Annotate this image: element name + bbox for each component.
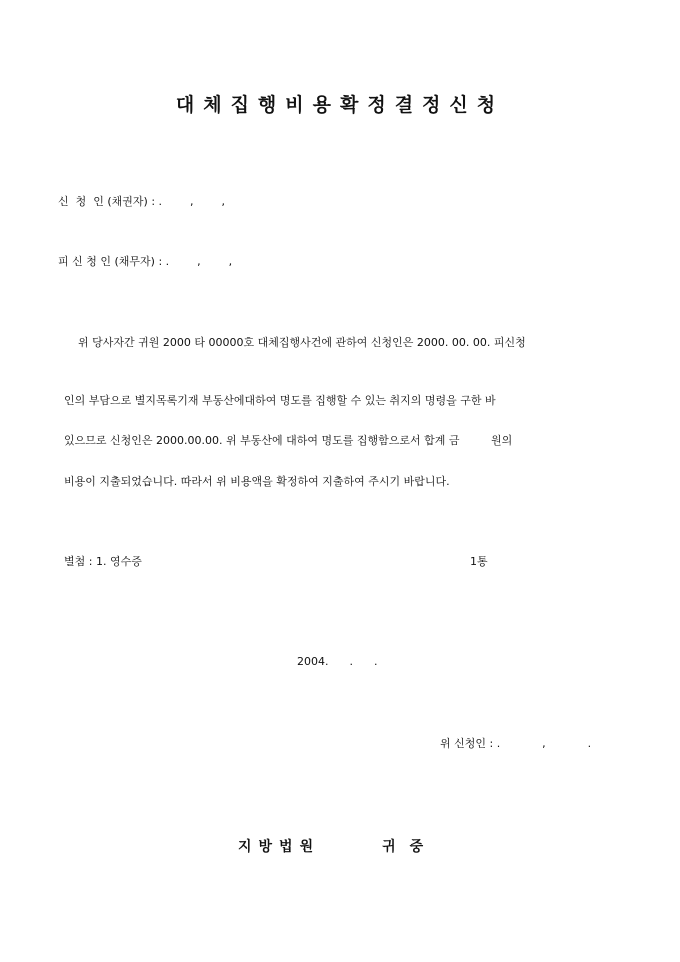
- body-line-2: 인의 부담으로 별지목록기재 부동산에대하여 명도를 집행할 수 있는 취지의 명령을 구한 바: [64, 394, 496, 407]
- body-line-1: 위 당사자간 귀원 2000 타 00000호 대체집행사건에 관하여 신청인은 2000. 00. 00. 피신청: [78, 336, 526, 349]
- court-suffix: 귀중: [382, 839, 438, 855]
- court-name: 지방법원: [238, 839, 321, 855]
- body-line-3: 있으므로 신청인은 2000.00.00. 위 부동산에 대하여 명도를 집행함으로서 합계 금 원의: [64, 434, 513, 447]
- document-title: 대체집행비용확정결정신청: [175, 94, 505, 116]
- document-date: 2004. . .: [297, 655, 378, 668]
- signature-line: [440, 735, 591, 751]
- signature-label: 위 신청인 :: [440, 737, 497, 750]
- court-addressee: [238, 836, 437, 856]
- attachment-count: 1통: [470, 555, 488, 568]
- respondent-line: [58, 253, 232, 269]
- applicant-value: . , ,: [158, 195, 225, 208]
- body-line-4: 비용이 지출되었습니다. 따라서 위 비용액을 확정하여 지출하여 주시기 바랍니다.: [64, 475, 450, 488]
- signature-value: . , .: [496, 737, 592, 750]
- applicant-label: 신 청 인 (채권자) :: [58, 195, 159, 208]
- applicant-line: [58, 193, 225, 209]
- attachment-label: 별첨 : 1. 영수증: [64, 555, 142, 568]
- respondent-value: . , ,: [165, 255, 233, 268]
- respondent-label: 피 신 청 인 (채무자) :: [58, 255, 166, 268]
